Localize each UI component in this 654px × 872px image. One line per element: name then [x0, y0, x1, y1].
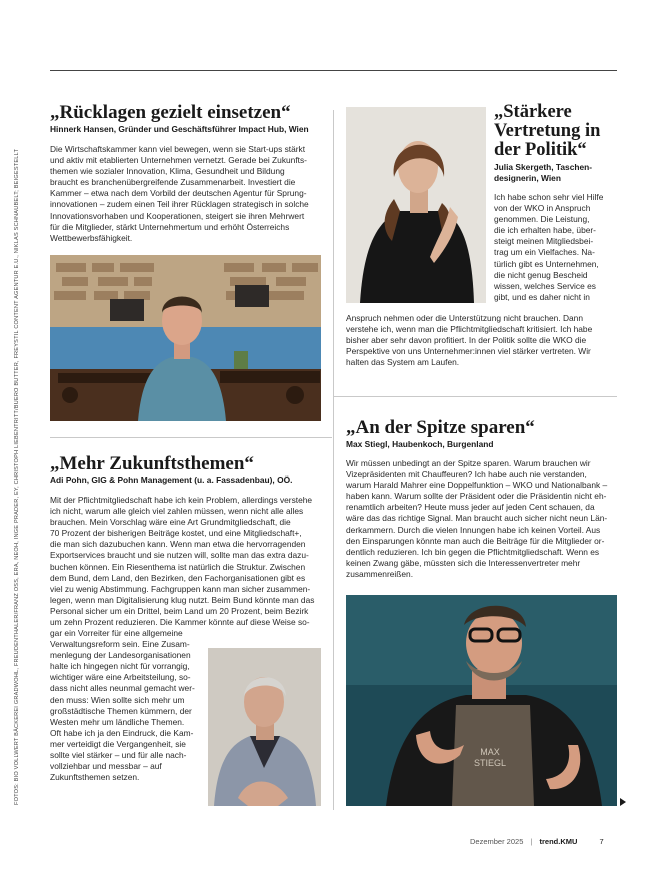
section-b-body-narrow: [494, 192, 619, 303]
body-line: wichtiger wäre eine Arbeitsteilung, so-: [50, 672, 191, 683]
body-line: gar ein Vorreiter für eine allgemeine: [50, 628, 183, 638]
body-line: themen wie sozialer Innovation, Klima, Gesundheit und Bildung: [50, 166, 285, 177]
body-line: dentlich reduzieren. Ich bin gegen die Pflichtmitgliedschaft. Wenn es: [346, 546, 600, 557]
body-line: und aktiv mit etablierten Unternehmen vernetzt. Gerade bei Zukunfts-: [50, 155, 307, 166]
body-line: großstädtische Themen kümmern, der: [50, 705, 192, 716]
body-line: den muss: Wien sollte sich mehr um: [50, 694, 185, 705]
apron-text-line: MAX: [480, 747, 500, 757]
body-line: bisher aber sehr davon profitiert. In der Politik sollte die WKO die: [346, 335, 587, 346]
body-line: ich nicht, warum alle gleich viel zahlen müssen, wenn nicht alle alles: [50, 506, 304, 517]
body-line: türlich gibt es Unternehmen,: [494, 258, 599, 269]
body-line: Anspruch nehmen oder die Unterstützung nicht brauchen. Dann: [346, 313, 583, 323]
photo-hinnerk-hansen: [50, 255, 321, 421]
body-line: Exportservices braucht und sie nutzen will, sollte man das extra dazu-: [50, 550, 309, 561]
section-b-byline-line: designerin, Wien: [494, 173, 561, 183]
body-line: legen, wenn man Digitalisierung klug nutzt. Beim Bund könnte man das: [50, 594, 315, 605]
body-line: braucht es branchenübergreifende Zusammenarbeit. Investiert die: [50, 177, 296, 188]
section-divider-left: [50, 437, 332, 438]
body-line: Innovationsvorhaben und Kooperationen, steigert sie ihren Mehrwert: [50, 210, 305, 221]
body-line: die nicht genug Bescheid: [494, 269, 588, 280]
section-a-title: „Rücklagen gezielt einsetzen“: [50, 102, 291, 123]
body-line: trag um ein Vielfaches. Na-: [494, 247, 595, 258]
body-line: Ich habe schon sehr viel Hilfe: [494, 192, 604, 202]
body-line: innovationen – zudem einen Teil ihrer Rücklagen strategisch in solche: [50, 199, 309, 210]
continue-arrow-icon: [620, 798, 626, 806]
section-c-byline: Adi Pohn, GIG & Pohn Management (u. a. Fassadenbau), OÖ.: [50, 475, 293, 485]
section-divider-right: [334, 396, 617, 397]
body-line: verstehe ich, wenn man die Pflichtmitgliedschaft kritisiert. Ich habe: [346, 324, 593, 335]
body-line: Verwaltungsreform sein. Eine Zusam-: [50, 639, 190, 650]
body-line: 70 Prozent der bisherigen Beiträge kostet, und eine Mitgliedschaft+,: [50, 528, 302, 539]
photo-julia-skergeth: [346, 107, 486, 303]
body-line: mer verteidigt die Vergangenheit, sie: [50, 738, 186, 749]
body-line: halte ich hingegen nicht für vorrangig,: [50, 661, 190, 672]
body-line: steigt meinen Mitgliedsbei-: [494, 236, 594, 247]
section-c-body-narrow: [50, 628, 210, 783]
body-line: warum Harald Mahrer eine Doppelfunktion – WKO und Nationalbank –: [346, 480, 608, 491]
footer-brand: trend.KMU: [539, 837, 578, 846]
body-line: von der WKO in Anspruch: [494, 203, 591, 214]
apron-text-line: STIEGL: [473, 758, 507, 768]
section-b-title: [494, 103, 629, 160]
section-b-body-wide: [346, 313, 621, 368]
body-line: Kammer – etwa nach dem Vorbild der deutschen Agentur für Sprung-: [50, 188, 307, 199]
section-b-title-line: Vertretung in: [494, 121, 601, 141]
body-line: Personal sicher um ein Drittel, beim Land um 20 Prozent, beim Bezirk: [50, 605, 309, 616]
section-b-byline-line: Julia Skergeth, Taschen-: [494, 162, 593, 172]
body-line: wäre das das richtige Signal. Man braucht auch sicher nicht neun Län-: [346, 513, 608, 524]
section-d-byline: Max Stiegl, Haubenkoch, Burgenland: [346, 439, 494, 449]
body-line: genommen. Die Leistung,: [494, 214, 590, 225]
body-line: renamtlich arbeiten? Heute muss jeder auf jeden Cent schauen, da: [346, 502, 595, 513]
body-line: derkammern. Durch die vielen Innungen habe ich keinen Vorteil. Aus: [346, 524, 601, 535]
body-line: haben kann. Warum sollte der Präsident oder die Präsidentin nicht eh-: [346, 491, 607, 502]
body-line: Perspektive von uns Unternehmer:innen viel stärker vertreten. Wir: [346, 346, 591, 357]
body-line: dem Bund, dem Land, den Bezirken, den Fachorganisationen gibt es: [50, 572, 306, 583]
photo-max-stiegl: [346, 595, 617, 806]
body-line: brauchen. Mein Vorschlag wäre eine Art Grundmitgliedschaft, die: [50, 517, 291, 528]
section-a-byline: Hinnerk Hansen, Gründer und Geschäftsführer Impact Hub, Wien: [50, 124, 309, 134]
body-line: wissen, welches Service es: [494, 280, 596, 291]
photo-credit: FOTOS: BIO VOLLWERT BÄCKEREI GRADWOHL, FREUDENTHALER/FRANZ OSS, ERA, NEOH, INGE PRADER, EY, CHRISTOPH LIEBENTRITT/BUERO BUTTER, FREYSTIL CONTENT AGENTUR E.U., NIKLAS SCHNAUBELT; BEIGESTELLT: [14, 148, 20, 805]
section-b-byline: [494, 162, 619, 184]
body-line: vollziehbar und messbar – auf: [50, 761, 162, 772]
body-line: Wettbewerbsfähigkeit.: [50, 232, 133, 243]
body-line: Mit der Pflichtmitgliedschaft habe ich kein Problem, allerdings verstehe: [50, 495, 313, 505]
body-line: Die Wirtschaftskammer kann viel bewegen, wenn sie Start-ups stärkt: [50, 144, 306, 154]
section-d-title: „An der Spitze sparen“: [346, 417, 535, 438]
body-line: halten das System am Laufen.: [346, 357, 460, 368]
body-line: dass nicht alles neunmal gemacht wer-: [50, 683, 195, 694]
body-line: Wir müssen unbedingt an der Spitze sparen. Warum brauchen wir: [346, 458, 591, 468]
section-d-body: [346, 458, 621, 580]
body-line: viel zu wenig Abstimmung. Fachgruppen kann man sicher zusammen-: [50, 583, 311, 594]
page-number: 7: [599, 837, 604, 846]
section-a-body: [50, 144, 335, 244]
body-line: gibt, und es daher nicht in: [494, 291, 590, 302]
page-footer: [470, 837, 604, 846]
section-c-body-wide: [50, 495, 335, 628]
body-line: Westen mehr um ländliche Themen.: [50, 716, 185, 727]
body-line: sollte viel stärker – und für alle nach-: [50, 750, 187, 761]
body-line: keinen Zwang gäbe, müssten sich die Interessenvertreter mehr: [346, 557, 581, 568]
photo-adi-pohn: [208, 648, 321, 806]
body-line: für die Mitglieder, stärkt Unternehmertum und erhöht Österreichs: [50, 221, 290, 232]
body-line: Zukunftsthemen setzen.: [50, 772, 140, 783]
body-line: Oft habe ich ja den Eindruck, die Kam-: [50, 727, 194, 738]
section-c-title: „Mehr Zukunftsthemen“: [50, 453, 254, 474]
body-line: die man sich dazubuchen kann. Wenn man etwa die hervorragenden: [50, 539, 306, 550]
body-line: die ich erhalten habe, über-: [494, 225, 596, 236]
body-line: den Einsparungen könnte man auch die Beiträge für die Mitglieder or-: [346, 535, 605, 546]
section-b-title-line: der Politik“: [494, 140, 587, 160]
section-b-title-line: „Stärkere: [494, 102, 572, 122]
body-line: zusammenreißen.: [346, 568, 414, 579]
body-line: Vizepräsidenten mit Chauffeuren? Ich habe auch nie verstanden,: [346, 469, 587, 480]
footer-separator: |: [530, 837, 533, 846]
body-line: buchen können. Ein Riesenthema ist natürlich die Struktur. Zwischen: [50, 561, 306, 572]
body-line: um zehn Prozent reduzieren. Die Kammer könnte auf diese Weise so-: [50, 617, 310, 628]
top-rule: [50, 70, 617, 71]
body-line: menlegung der Landesorganisationen: [50, 650, 191, 661]
footer-date: Dezember 2025: [470, 837, 524, 846]
